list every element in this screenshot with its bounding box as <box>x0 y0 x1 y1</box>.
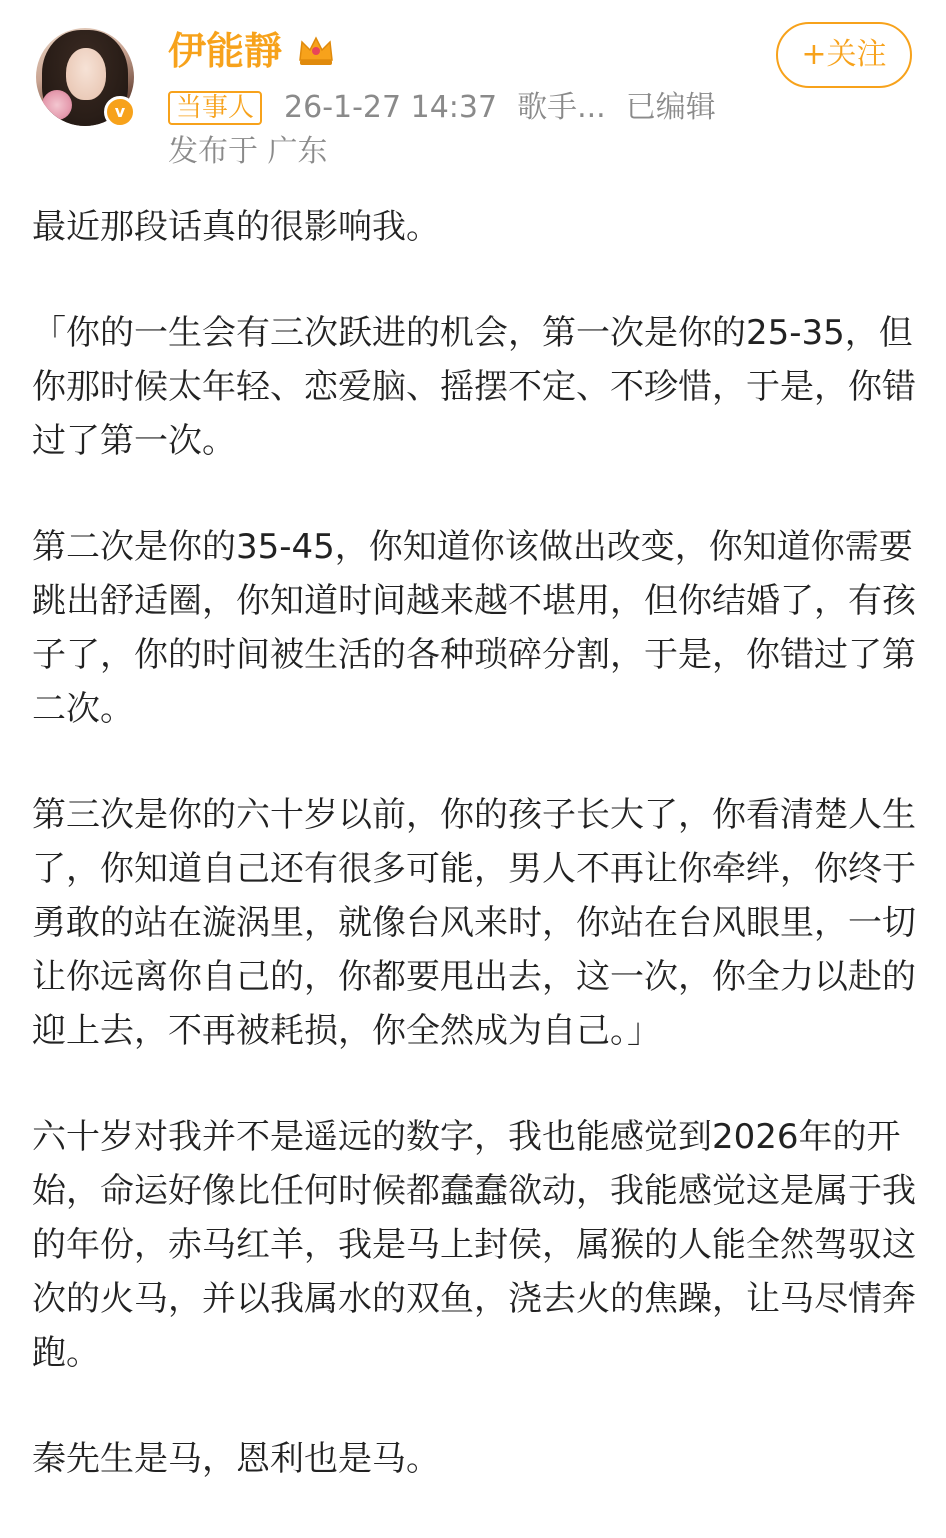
post-timestamp: 26-1-27 14:37 <box>284 90 498 125</box>
crown-icon <box>296 32 336 68</box>
username[interactable]: 伊能靜 <box>168 29 283 73</box>
post-meta <box>168 88 736 128</box>
verified-icon: v <box>104 96 136 128</box>
avatar-face <box>66 48 106 100</box>
post-paragraph: 最近那段话真的很影响我。 <box>32 207 440 247</box>
follow-button[interactable]: +关注 <box>776 22 912 88</box>
post-source[interactable]: 歌手... <box>517 90 606 125</box>
post-header <box>0 0 946 180</box>
post-paragraph: 第二次是你的35-45，你知道你该做出改变，你知道你需要跳出舒适圈，你知道时间越来越不堪用，但你结婚了，有孩子了，你的时间被生活的各种琐碎分割，于是，你错过了第二次。 <box>32 527 916 729</box>
edited-label[interactable]: 已编辑 <box>625 90 716 125</box>
post-body <box>32 200 922 1538</box>
post-location: 发布于 广东 <box>168 134 328 169</box>
post-paragraph: 六十岁对我并不是遥远的数字，我也能感觉到2026年的开始，命运好像比任何时候都蠢蠢欲动，我能感觉这是属于我的年份，赤马红羊，我是马上封侯，属猴的人能全然驾驭这次的火马，并以我属水的双鱼，浇去火的焦躁，让马尽情奔跑。 <box>32 1117 916 1373</box>
post-paragraph: 秦先生是马，恩利也是马。 <box>32 1439 440 1479</box>
status-badge: 当事人 <box>168 91 262 125</box>
avatar-flower <box>42 90 72 120</box>
post-paragraph: 「你的一生会有三次跃进的机会，第一次是你的25-35，但你那时候太年轻、恋爱脑、摇摆不定、不珍惜，于是，你错过了第一次。 <box>32 313 916 461</box>
post-paragraph: 第三次是你的六十岁以前，你的孩子长大了，你看清楚人生了，你知道自己还有很多可能，男人不再让你牵绊，你终于勇敢的站在漩涡里，就像台风来时，你站在台风眼里，一切让你远离你自己的，你都要甩出去，这一次，你全力以赴的迎上去，不再被耗损，你全然成为自己。」 <box>32 795 916 1051</box>
